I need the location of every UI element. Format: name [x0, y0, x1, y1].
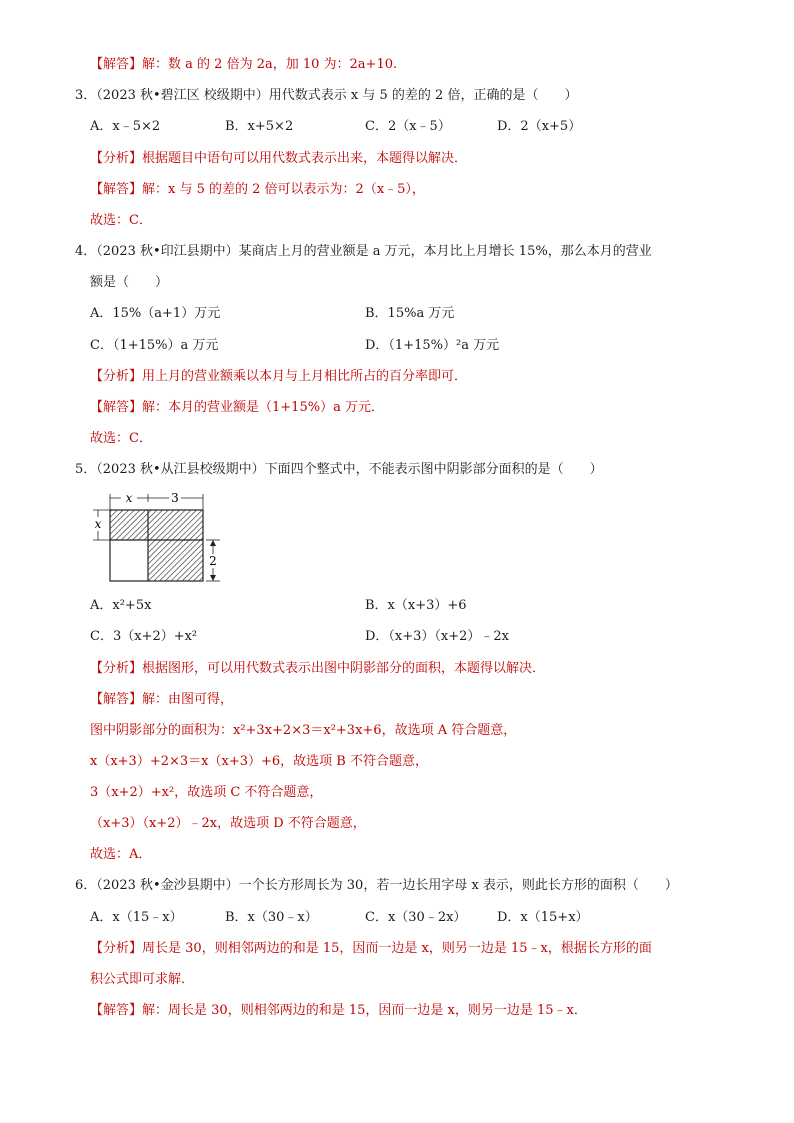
question-4-stem-cont: 额是（ ）: [90, 275, 169, 290]
q5-answer: 【解答】解：由图可得，: [90, 692, 234, 707]
q4-option-b: B．15%a 万元: [365, 306, 455, 321]
q5-analysis: 【分析】根据图形，可以用代数式表示出图中阴影部分的面积，本题得以解决．: [90, 661, 546, 676]
q3-choose: 故选：C．: [90, 213, 152, 228]
q5-work-3: 3（x+2）+x²，故选项 C 不符合题意，: [90, 785, 323, 800]
q4-choose: 故选：C．: [90, 431, 152, 446]
q5-option-d: D．（x+3）（x+2）﹣2x: [365, 629, 510, 644]
q6-option-c: C．x（30﹣2x）: [365, 910, 467, 925]
shaded-bottom-right: [148, 540, 203, 581]
q6-answer: 【解答】解：周长是 30，则相邻两边的和是 15，因而一边是 x，则另一边是 15﹣x．: [90, 1003, 587, 1018]
q5-option-a: A．x²+5x: [90, 598, 152, 613]
answer-tag: 【解答】: [90, 57, 143, 72]
q4-option-d: D．（1+15%）²a 万元: [365, 338, 500, 353]
shaded-area-figure: [88, 488, 228, 592]
q3-option-d: D．2（x+5）: [497, 119, 582, 134]
q4-option-c: C．（1+15%）a 万元: [90, 338, 219, 353]
q3-option-b: B．x+5×2: [225, 119, 294, 134]
question-5-stem: 5．（2023 秋•从江县校级期中）下面四个整式中，不能表示图中阴影部分面积的是（ ）: [75, 462, 603, 477]
q3-option-c: C．2（x﹣5）: [365, 119, 451, 134]
q3-answer: 【解答】解：x 与 5 的差的 2 倍可以表示为：2（x﹣5），: [90, 182, 425, 197]
q5-option-c: C．3（x+2）+x²: [90, 629, 198, 644]
q5-choose: 故选：A．: [90, 847, 152, 862]
q6-option-d: D．x（15+x）: [497, 910, 589, 925]
q5-option-b: B．x（x+3）+6: [365, 598, 467, 613]
q6-option-b: B．x（30﹣x）: [225, 910, 318, 925]
label-top-3: 3: [171, 491, 179, 505]
question-6-stem: 6．（2023 秋•金沙县期中）一个长方形周长为 30，若一边长用字母 x 表示，则此长方形的面积（ ）: [75, 878, 678, 893]
answer-line-q2: [90, 56, 397, 74]
q4-option-a: A．15%（a+1）万元: [90, 306, 221, 321]
q5-work-1: 图中阴影部分的面积为：x²+3x+2×3＝x²+3x+6，故选项 A 符合题意，: [90, 723, 517, 738]
q4-analysis: 【分析】用上月的营业额乘以本月与上月相比所占的百分率即可．: [90, 369, 468, 384]
label-left-x: x: [94, 517, 102, 531]
label-top-x: x: [125, 491, 133, 505]
question-4-stem: 4．（2023 秋•印江县期中）某商店上月的营业额是 a 万元，本月比上月增长 15%，那么本月的营业: [75, 244, 652, 259]
q5-work-2: x（x+3）+2×3＝x（x+3）+6，故选项 B 不符合题意，: [90, 754, 428, 769]
answer-text: 解：数 a 的 2 倍为 2a，加 10 为：2a+10.: [142, 57, 398, 72]
question-3-stem: 3．（2023 秋•碧江区 校级期中）用代数式表示 x 与 5 的差的 2 倍，正确的是（ ）: [75, 88, 578, 103]
q5-work-4: （x+3）（x+2）﹣2x，故选项 D 不符合题意，: [90, 816, 366, 831]
q3-analysis: 【分析】根据题目中语句可以用代数式表示出来，本题得以解决．: [90, 151, 468, 166]
q4-answer: 【解答】解：本月的营业额是（1+15%）a 万元．: [90, 400, 384, 415]
q6-analysis: 【分析】周长是 30，则相邻两边的和是 15，因而一边是 x，则另一边是 15﹣x，根据长方形的面: [90, 941, 652, 956]
q6-analysis-cont: 积公式即可求解．: [90, 972, 195, 987]
label-right-2: 2: [209, 554, 217, 568]
q6-option-a: A．x（15﹣x）: [90, 910, 183, 925]
shaded-top: [110, 510, 203, 540]
q3-option-a: A．x﹣5×2: [90, 119, 161, 134]
